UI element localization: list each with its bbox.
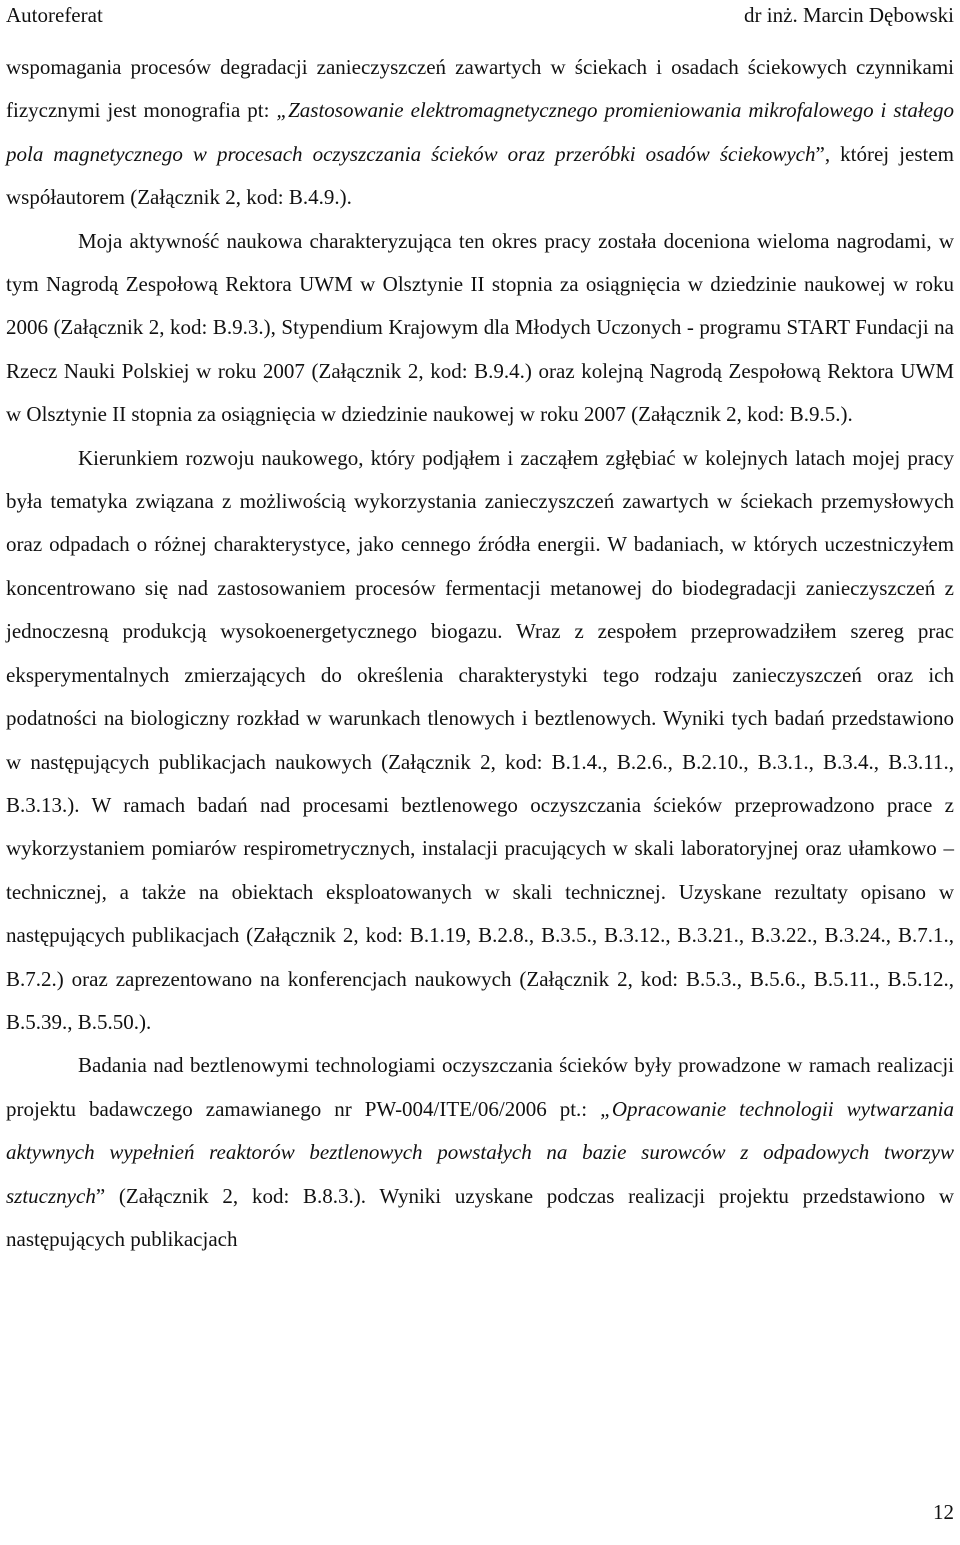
monograph-title: „Zastosowanie elektromagnetycznego promieniowania mikrofalowego i stałego pola magnetycznego w procesach oczyszczania ścieków oraz przeróbki osadów ściekowych: [6, 98, 954, 166]
paragraph-text: ” (Załącznik 2, kod: B.8.3.). Wyniki uzyskane podczas realizacji projektu przedstawiono w następujących publikacjach: [6, 1183, 954, 1251]
paragraph-text: wspomagania procesów degradacji zanieczyszczeń zawartych w ściekach i osadach ściekowych czynnikami fizycznymi jest monografia pt:: [6, 55, 954, 123]
paragraph-text: Kierunkiem rozwoju naukowego, który podjąłem i zacząłem zgłębiać w kolejnych latach mojej pracy była tematyka związana z możliwością wykorzystania zanieczyszczeń zawartych w ściekach przemysłowych oraz odpadach o różnej charakterystyce, jako cennego źródła energii. W badaniach, w których uczestniczyłem koncentrowano się nad zastosowaniem procesów fermentacji metanowej do biodegradacji zanieczyszczeń z jednoczesną produkcją wysokoenergetycznego biogazu. Wraz z zespołem przeprowadziłem szereg prac eksperymentalnych zmierzających do określenia charakterystyki tego rodzaju zanieczyszczeń oraz ich podatności na biologiczny rozkład w warunkach tlenowych i beztlenowych. Wyniki tych badań przedstawiono w następujących publikacjach naukowych (Załącznik 2, kod: B.1.4., B.2.6., B.2.10., B.3.1., B.3.4., B.3.11., B.3.13.). W ramach badań nad procesami beztlenowego oczyszczania ścieków przeprowadzono prace z wykorzystaniem pomiarów respirometrycznych, instalacji pracujących w skali laboratoryjnej oraz ułamkowo – technicznej, a także na obiektach eksploatowanych w skali technicznej. Uzyskane rezultaty opisano w następujących publikacjach (Załącznik 2, kod: B.1.19, B.2.8., B.3.5., B.3.12., B.3.21., B.3.22., B.3.24., B.7.1., B.7.2.) oraz zaprezentowano na konferencjach naukowych (Załącznik 2, kod: B.5.3., B.5.6., B.5.11., B.5.12., B.5.39., B.5.50.).: [6, 445, 954, 1034]
header-author: dr inż. Marcin Dębowski: [744, 3, 954, 27]
paragraph-research-project: [6, 1044, 954, 1261]
project-title: „Opracowanie technologii wytwarzania aktywnych wypełnień reaktorów beztlenowych powstałych na bazie surowców z odpadowych tworzyw sztucznych: [6, 1096, 955, 1208]
paragraph-awards: [6, 220, 954, 437]
paragraph-monograph: [6, 46, 954, 220]
header-document-type: Autoreferat: [6, 3, 103, 27]
paragraph-research-direction: [6, 437, 954, 1045]
page-number: 12: [933, 1500, 954, 1524]
paragraph-text: ”, której jestem współautorem (Załącznik 2, kod: B.4.9.).: [6, 141, 954, 210]
paragraph-text: Badania nad beztlenowymi technologiami oczyszczania ścieków były prowadzone w ramach realizacji projektu badawczego zamawianego nr PW-004/ITE/06/2006 pt.:: [6, 1053, 954, 1121]
document-body: [6, 46, 954, 1261]
page-header: [6, 0, 954, 34]
paragraph-text: Moja aktywność naukowa charakteryzująca ten okres pracy została doceniona wieloma nagrodami, w tym Nagrodą Zespołową Rektora UWM w Olsztynie II stopnia za osiągnięcia w dziedzinie naukowej w roku 2006 (Załącznik 2, kod: B.9.3.), Stypendium Krajowym dla Młodych Uczonych - programu START Fundacji na Rzecz Nauki Polskiej w roku 2007 (Załącznik 2, kod: B.9.4.) oraz kolejną Nagrodą Zespołową Rektora UWM w Olsztynie II stopnia za osiągnięcia w dziedzinie naukowej w roku 2007 (Załącznik 2, kod: B.9.5.).: [6, 228, 954, 427]
